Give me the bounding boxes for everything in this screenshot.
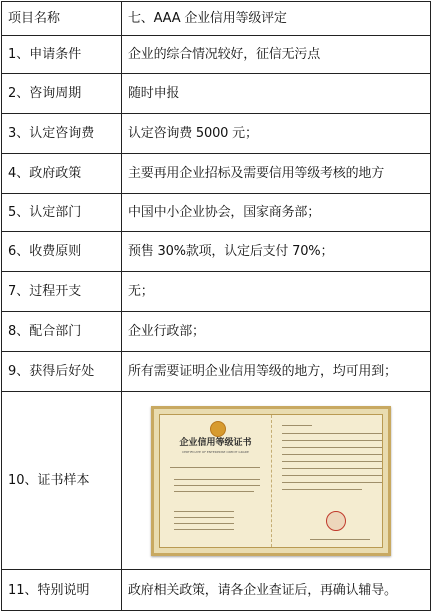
row-label: 5、认定部门: [2, 194, 122, 232]
row-label: 4、政府政策: [2, 154, 122, 194]
text-line: [174, 529, 234, 530]
row-label: 8、配合部门: [2, 312, 122, 352]
row-value: 主要再用企业招标及需要信用等级考核的地方: [122, 154, 431, 194]
table-row: [2, 232, 431, 272]
row-value: 所有需要证明企业信用等级的地方，均可用到；: [122, 352, 431, 392]
row-label: 10、证书样本: [2, 392, 122, 570]
row-label: 6、收费原则: [2, 232, 122, 272]
table-row: [2, 312, 431, 352]
emblem-icon: [210, 421, 226, 437]
text-line: [174, 523, 234, 524]
certificate-frame: [151, 406, 391, 556]
row-label: 7、过程开支: [2, 272, 122, 312]
row-label: 9、获得后好处: [2, 352, 122, 392]
text-line: [174, 491, 254, 492]
row-label: 11、特别说明: [2, 570, 122, 611]
official-stamp-icon: [326, 511, 346, 531]
row-value: 中国中小企业协会，国家商务部；: [122, 194, 431, 232]
table-row: [2, 352, 431, 392]
text-line: [174, 511, 234, 512]
text-line: [282, 468, 382, 469]
table-row: [2, 194, 431, 232]
text-line: [282, 454, 382, 455]
header-title-cell: 七、AAA 企业信用等级评定: [122, 2, 431, 36]
service-info-table: [1, 1, 431, 611]
text-line: [282, 475, 382, 476]
row-label: 3、认定咨询费: [2, 114, 122, 154]
table-row: [2, 36, 431, 74]
text-line: [282, 433, 382, 434]
certificate-left-page: [160, 415, 272, 547]
row-label: 1、申请条件: [2, 36, 122, 74]
table-row: [2, 154, 431, 194]
text-line: [282, 489, 362, 490]
table-header-row: [2, 2, 431, 36]
row-value: 认定咨询费 5000 元；: [122, 114, 431, 154]
table-row: [2, 114, 431, 154]
text-line: [282, 425, 312, 426]
certificate-inner: [159, 414, 383, 548]
text-line: [174, 485, 260, 486]
certificate-cell: [122, 392, 431, 570]
text-line: [310, 539, 370, 540]
text-line: [170, 467, 260, 468]
row-value: 随时申报: [122, 74, 431, 114]
table-row: [2, 570, 431, 611]
text-line: [282, 461, 382, 462]
text-line: [282, 447, 382, 448]
text-line: [174, 517, 234, 518]
row-value: 企业的综合情况较好，征信无污点: [122, 36, 431, 74]
certificate-subtitle: CERTIFICATE OF ENTERPRISE CREDIT GRADE: [182, 449, 249, 454]
row-value: 预售 30%款项，认定后支付 70%；: [122, 232, 431, 272]
table-row: [2, 392, 431, 570]
text-line: [174, 479, 260, 480]
text-line: [282, 482, 382, 483]
row-value: 企业行政部；: [122, 312, 431, 352]
header-label-cell: 项目名称: [2, 2, 122, 36]
table-row: [2, 74, 431, 114]
row-value: 无；: [122, 272, 431, 312]
table-row: [2, 272, 431, 312]
text-line: [282, 440, 382, 441]
row-value: 政府相关政策，请各企业查证后，再确认辅导。: [122, 570, 431, 611]
certificate-title: 企业信用等级证书: [179, 437, 252, 448]
certificate-sample-image: [151, 406, 391, 556]
row-label: 2、咨询周期: [2, 74, 122, 114]
